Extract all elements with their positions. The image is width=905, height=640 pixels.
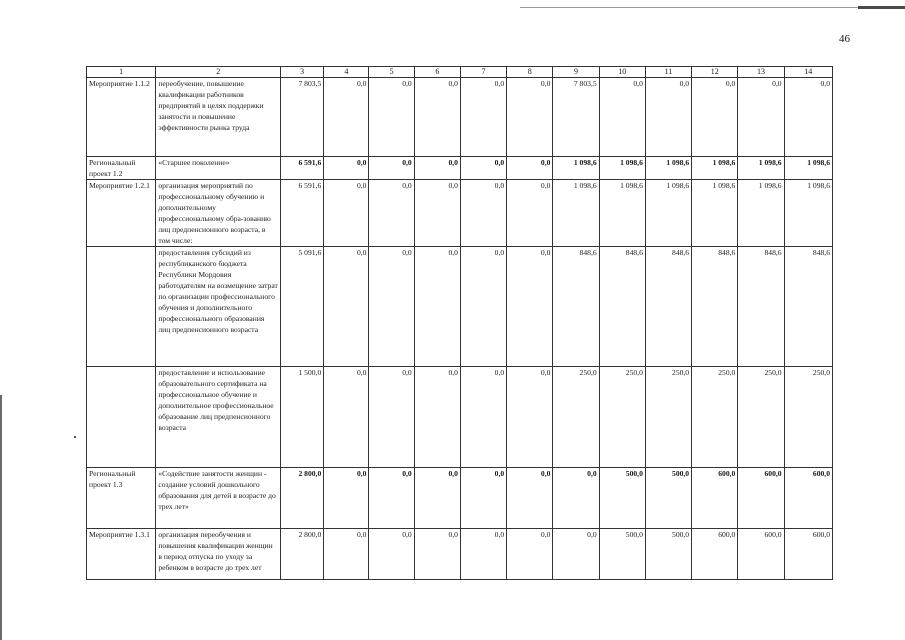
value-cell-col-9: 0,0 [553,468,599,529]
column-header-13: 13 [738,67,784,78]
column-header-3: 3 [281,67,324,78]
column-header-9: 9 [553,67,599,78]
value-cell-col-8: 0,0 [507,247,553,367]
value-cell-col-12: 1 098,6 [692,180,738,247]
row-description-cell: предоставления субсидий из республиканского бюджета Республики Мордовия работодателям на возмещение затрат по организации профессионального обучения и дополнительного профессионального образования лиц предпенсионного возраста [156,247,281,367]
value-cell-col-12: 848,6 [692,247,738,367]
column-header-4: 4 [324,67,369,78]
value-cell-col-3: 6 591,6 [281,180,324,247]
value-cell-col-6: 0,0 [414,78,460,157]
value-cell-col-5: 0,0 [369,78,414,157]
value-cell-col-12: 600,0 [692,529,738,580]
value-cell-col-4: 0,0 [324,157,369,180]
value-cell-col-6: 0,0 [414,157,460,180]
value-cell-col-14: 0,0 [784,78,832,157]
budget-table [86,66,833,580]
scan-artifact-top-line [520,7,905,8]
column-header-6: 6 [414,67,460,78]
value-cell-col-9: 1 098,6 [553,180,599,247]
row-description-cell: «Содействие занятости женщин - создание условий дошкольного образования для детей в возрасте до трех лет» [156,468,281,529]
row-code-cell [87,247,156,367]
row-code-cell: Региональный проект 1.3 [87,468,156,529]
value-cell-col-12: 600,0 [692,468,738,529]
value-cell-col-5: 0,0 [369,468,414,529]
value-cell-col-8: 0,0 [507,157,553,180]
value-cell-col-13: 600,0 [738,468,784,529]
table-row [87,247,833,367]
value-cell-col-3: 1 500,0 [281,367,324,468]
scan-artifact-top-bar [858,6,905,9]
row-code-cell: Региональный проект 1.2 [87,157,156,180]
value-cell-col-6: 0,0 [414,367,460,468]
row-description-cell: организация переобучения и повышения квалификации женщин в период отпуска по уходу за ребенком в возрасте до трех лет [156,529,281,580]
value-cell-col-7: 0,0 [460,180,506,247]
value-cell-col-10: 848,6 [599,247,645,367]
value-cell-col-10: 500,0 [599,468,645,529]
value-cell-col-4: 0,0 [324,247,369,367]
value-cell-col-3: 2 800,0 [281,529,324,580]
table-row [87,157,833,180]
value-cell-col-9: 848,6 [553,247,599,367]
value-cell-col-11: 250,0 [645,367,691,468]
value-cell-col-13: 250,0 [738,367,784,468]
value-cell-col-7: 0,0 [460,78,506,157]
row-code-cell: Мероприятие 1.3.1 [87,529,156,580]
value-cell-col-8: 0,0 [507,529,553,580]
row-description-cell: предоставление и использование образовательного сертификата на профессиональное обучение и дополнительное профессиональное образование лиц предпенсионного возраста [156,367,281,468]
value-cell-col-3: 7 803,5 [281,78,324,157]
value-cell-col-14: 1 098,6 [784,180,832,247]
value-cell-col-3: 6 591,6 [281,157,324,180]
value-cell-col-14: 1 098,6 [784,157,832,180]
value-cell-col-13: 1 098,6 [738,157,784,180]
value-cell-col-10: 250,0 [599,367,645,468]
value-cell-col-9: 7 803,5 [553,78,599,157]
value-cell-col-9: 1 098,6 [553,157,599,180]
value-cell-col-7: 0,0 [460,468,506,529]
value-cell-col-11: 500,0 [645,529,691,580]
column-header-5: 5 [369,67,414,78]
column-header-11: 11 [645,67,691,78]
column-header-7: 7 [460,67,506,78]
value-cell-col-11: 1 098,6 [645,180,691,247]
column-header-2: 2 [156,67,281,78]
value-cell-col-10: 500,0 [599,529,645,580]
scan-artifact-left-edge [0,395,2,640]
value-cell-col-4: 0,0 [324,180,369,247]
value-cell-col-6: 0,0 [414,247,460,367]
row-description-cell: переобучение, повышение квалификации работников предприятий в целях поддержки занятости и повышение эффективности рынка труда [156,78,281,157]
value-cell-col-10: 1 098,6 [599,157,645,180]
value-cell-col-12: 250,0 [692,367,738,468]
row-code-cell: Мероприятие 1.1.2 [87,78,156,157]
table-row [87,78,833,157]
table-header-row [87,67,833,78]
row-code-cell [87,367,156,468]
column-header-10: 10 [599,67,645,78]
value-cell-col-13: 1 098,6 [738,180,784,247]
value-cell-col-9: 0,0 [553,529,599,580]
value-cell-col-5: 0,0 [369,529,414,580]
value-cell-col-12: 0,0 [692,78,738,157]
row-code-cell: Мероприятие 1.2.1 [87,180,156,247]
value-cell-col-3: 5 091,6 [281,247,324,367]
column-header-12: 12 [692,67,738,78]
value-cell-col-4: 0,0 [324,78,369,157]
scan-artifact-speck [74,436,76,438]
row-description-cell: организация мероприятий по профессиональному обучению и дополнительному профессиональному обра-зованию лиц предпенсионного возраста, в том числе: [156,180,281,247]
table-row [87,180,833,247]
value-cell-col-12: 1 098,6 [692,157,738,180]
column-header-1: 1 [87,67,156,78]
value-cell-col-7: 0,0 [460,247,506,367]
value-cell-col-7: 0,0 [460,157,506,180]
column-header-8: 8 [507,67,553,78]
value-cell-col-5: 0,0 [369,180,414,247]
value-cell-col-8: 0,0 [507,180,553,247]
value-cell-col-11: 0,0 [645,78,691,157]
value-cell-col-3: 2 800,0 [281,468,324,529]
table-row [87,367,833,468]
value-cell-col-4: 0,0 [324,529,369,580]
row-description-cell: «Старшее поколение» [156,157,281,180]
value-cell-col-9: 250,0 [553,367,599,468]
value-cell-col-14: 848,6 [784,247,832,367]
value-cell-col-10: 1 098,6 [599,180,645,247]
value-cell-col-11: 848,6 [645,247,691,367]
table-row [87,468,833,529]
value-cell-col-5: 0,0 [369,367,414,468]
value-cell-col-5: 0,0 [369,247,414,367]
value-cell-col-13: 848,6 [738,247,784,367]
value-cell-col-14: 250,0 [784,367,832,468]
value-cell-col-11: 500,0 [645,468,691,529]
value-cell-col-4: 0,0 [324,367,369,468]
value-cell-col-7: 0,0 [460,367,506,468]
value-cell-col-6: 0,0 [414,529,460,580]
value-cell-col-8: 0,0 [507,78,553,157]
value-cell-col-14: 600,0 [784,529,832,580]
table-row [87,529,833,580]
value-cell-col-6: 0,0 [414,468,460,529]
value-cell-col-11: 1 098,6 [645,157,691,180]
page-number: 46 [839,33,850,45]
value-cell-col-8: 0,0 [507,468,553,529]
value-cell-col-4: 0,0 [324,468,369,529]
value-cell-col-10: 0,0 [599,78,645,157]
value-cell-col-8: 0,0 [507,367,553,468]
value-cell-col-14: 600,0 [784,468,832,529]
value-cell-col-6: 0,0 [414,180,460,247]
column-header-14: 14 [784,67,832,78]
value-cell-col-7: 0,0 [460,529,506,580]
value-cell-col-13: 600,0 [738,529,784,580]
value-cell-col-13: 0,0 [738,78,784,157]
value-cell-col-5: 0,0 [369,157,414,180]
